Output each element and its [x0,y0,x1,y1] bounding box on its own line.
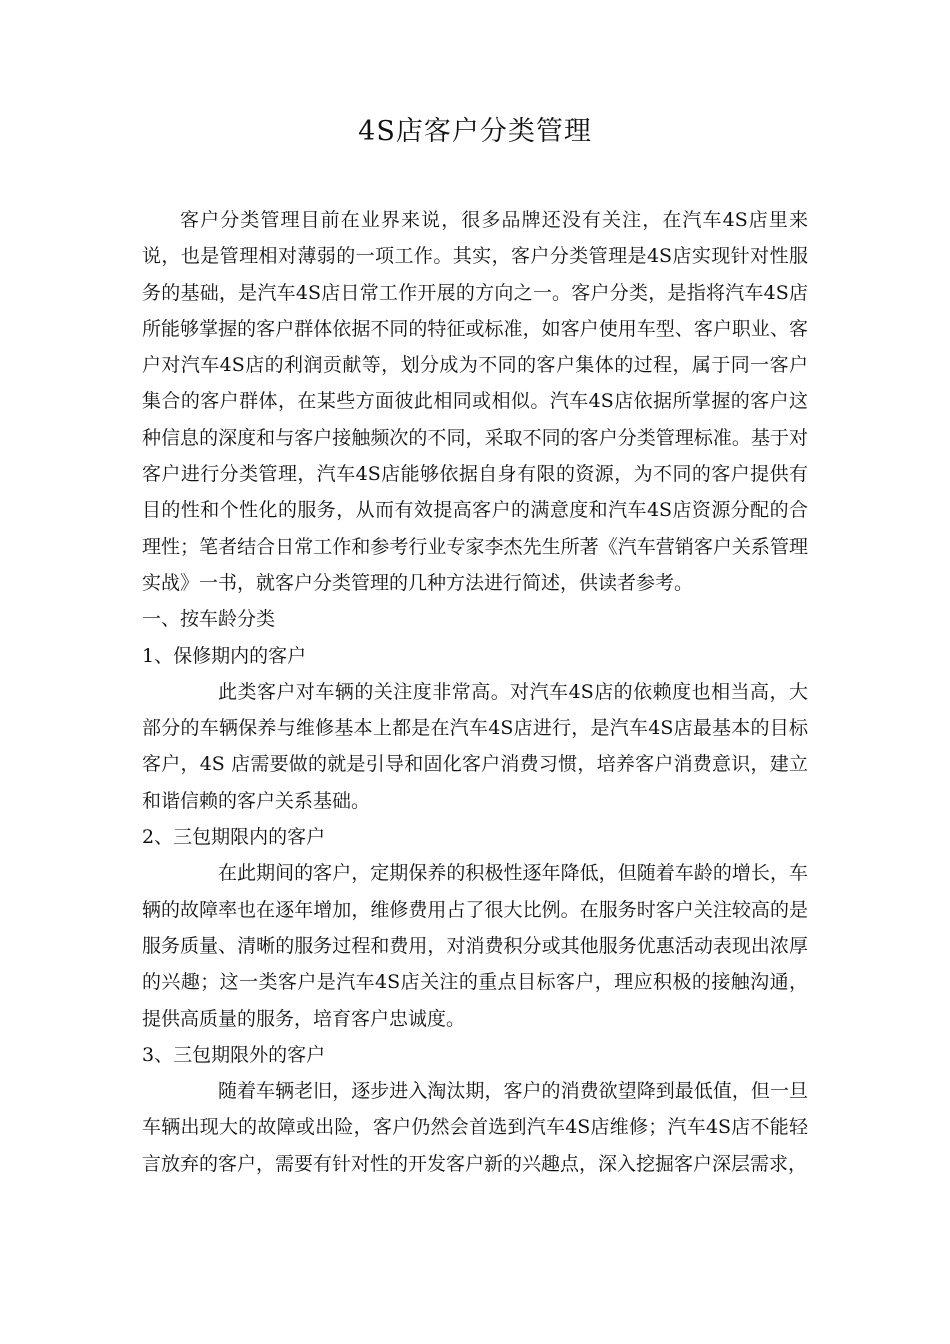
subsection-heading-warranty-period: 1、保修期内的客户 [142,644,307,667]
paragraph-warranty-period: 此类客户对车辆的关注度非常高。对汽车4S店的依赖度也相当高，大部分的车辆保养与维修基本上都是在汽车4S店进行，是汽车4S店最基本的目标客户，4S 店需要做的就是引导和固化客户消费习惯，培养客户消费意识，建立和谐信赖的客户关系基础。 [142,680,808,812]
subsection-heading-three-guarantees-beyond: 3、三包期限外的客户 [142,1043,326,1066]
document-title: 4S店客户分类管理 [358,116,592,147]
subsection-heading-three-guarantees-within: 2、三包期限内的客户 [142,826,326,849]
document-body [142,202,808,1182]
paragraph-three-guarantees-within: 在此期间的客户，定期保养的积极性逐年降低，但随着车龄的增长，车辆的故障率也在逐年增加，维修费用占了很大比例。在服务时客户关注较高的是服务质量、清晰的服务过程和费用，对消费积分或其他服务优惠活动表现出浓厚的兴趣；这一类客户是汽车4S店关注的重点目标客户，理应积极的接触沟通，提供高质量的服务，培育客户忠诚度。 [142,862,808,1030]
paragraph-three-guarantees-beyond: 随着车辆老旧，逐步进入淘汰期，客户的消费欲望降到最低值，但一旦车辆出现大的故障或出险，客户仍然会首选到汽车4S店维修；汽车4S店不能轻言放弃的客户，需要有针对性的开发客户新的兴趣点，深入挖掘客户深层需求， [142,1080,808,1175]
intro-paragraph: 客户分类管理目前在业界来说，很多品牌还没有关注，在汽车4S店里来说，也是管理相对薄弱的一项工作。其实，客户分类管理是4S店实现针对性服务的基础，是汽车4S店日常工作开展的方向之一。客户分类，是指将汽车4S店所能够掌握的客户群体依据不同的特征或标准，如客户使用车型、客户职业、客户对汽车4S店的利润贡献等，划分成为不同的客户集体的过程，属于同一客户集合的客户群体，在某些方面彼此相同或相似。汽车4S店依据所掌握的客户这种信息的深度和与客户接触频次的不同，采取不同的客户分类管理标准。基于对客户进行分类管理，汽车4S店能够依据自身有限的资源，为不同的客户提供有目的性和个性化的服务，从而有效提高客户的满意度和汽车4S店资源分配的合理性；笔者结合日常工作和参考行业专家李杰先生所著《汽车营销客户关系管理实战》一书，就客户分类管理的几种方法进行简述，供读者参考。 [142,209,808,594]
section-heading-by-vehicle-age: 一、按车龄分类 [142,608,276,631]
